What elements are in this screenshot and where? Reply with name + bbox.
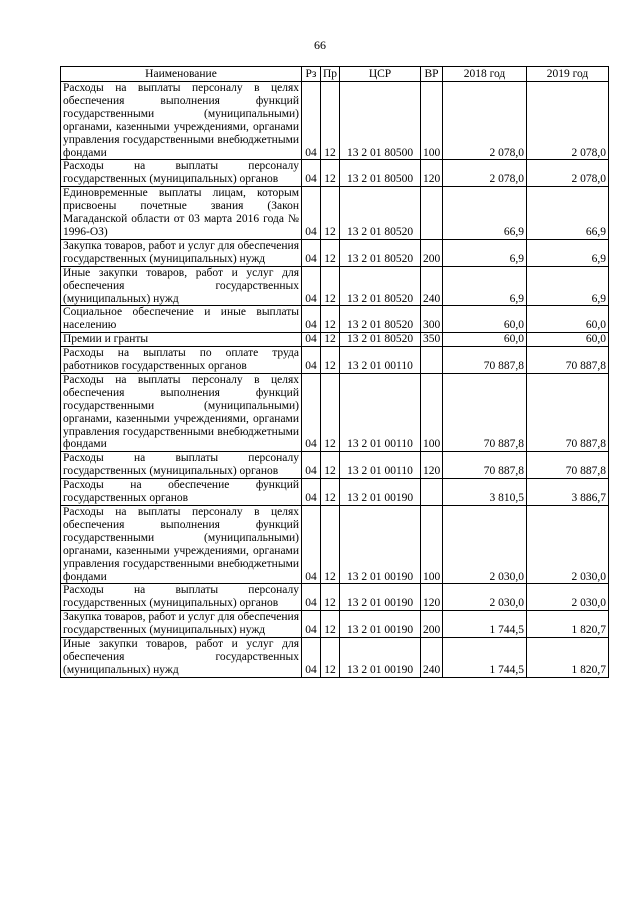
- cell-name: Расходы на выплаты персоналу государственных (муниципальных) органов: [61, 584, 302, 611]
- cell-csr: 13 2 01 80520: [340, 187, 421, 240]
- cell-csr: 13 2 01 00110: [340, 373, 421, 451]
- cell-csr: 13 2 01 80520: [340, 306, 421, 333]
- cell-vr: 350: [421, 333, 443, 347]
- cell-2019: 6,9: [527, 266, 609, 306]
- cell-pr: 12: [321, 479, 340, 506]
- table-row: [61, 306, 609, 333]
- cell-2018: 1 744,5: [443, 611, 527, 638]
- header-csr: ЦСР: [340, 67, 421, 82]
- cell-csr: 13 2 01 80520: [340, 266, 421, 306]
- cell-pr: 12: [321, 333, 340, 347]
- cell-rz: 04: [302, 82, 321, 160]
- table-row: [61, 611, 609, 638]
- cell-pr: 12: [321, 239, 340, 266]
- cell-2019: 1 820,7: [527, 638, 609, 678]
- cell-2018: 6,9: [443, 239, 527, 266]
- header-2019: 2019 год: [527, 67, 609, 82]
- table-row: [61, 638, 609, 678]
- cell-pr: 12: [321, 266, 340, 306]
- cell-csr: 13 2 01 80500: [340, 160, 421, 187]
- table-row: [61, 239, 609, 266]
- cell-vr: [421, 187, 443, 240]
- table-row: [61, 506, 609, 584]
- cell-2018: 2 078,0: [443, 82, 527, 160]
- cell-2018: 66,9: [443, 187, 527, 240]
- cell-name: Иные закупки товаров, работ и услуг для обеспечения государственных (муниципальных) нужд: [61, 266, 302, 306]
- cell-2018: 3 810,5: [443, 479, 527, 506]
- cell-rz: 04: [302, 373, 321, 451]
- cell-csr: 13 2 01 00190: [340, 611, 421, 638]
- cell-name: Премии и гранты: [61, 333, 302, 347]
- cell-pr: 12: [321, 638, 340, 678]
- cell-2018: 70 887,8: [443, 452, 527, 479]
- cell-vr: 240: [421, 266, 443, 306]
- cell-name: Расходы на выплаты персоналу государственных (муниципальных) органов: [61, 160, 302, 187]
- cell-rz: 04: [302, 187, 321, 240]
- cell-rz: 04: [302, 479, 321, 506]
- cell-rz: 04: [302, 239, 321, 266]
- table-header-row: [61, 67, 609, 82]
- cell-csr: 13 2 01 00190: [340, 506, 421, 584]
- cell-2018: 6,9: [443, 266, 527, 306]
- cell-pr: 12: [321, 160, 340, 187]
- table-row: [61, 82, 609, 160]
- cell-vr: [421, 479, 443, 506]
- cell-name: Расходы на обеспечение функций государственных органов: [61, 479, 302, 506]
- cell-vr: 240: [421, 638, 443, 678]
- cell-vr: 100: [421, 373, 443, 451]
- table-row: [61, 160, 609, 187]
- cell-csr: 13 2 01 80520: [340, 333, 421, 347]
- cell-rz: 04: [302, 638, 321, 678]
- cell-pr: 12: [321, 506, 340, 584]
- cell-pr: 12: [321, 584, 340, 611]
- cell-2019: 2 030,0: [527, 584, 609, 611]
- cell-2019: 70 887,8: [527, 373, 609, 451]
- cell-rz: 04: [302, 611, 321, 638]
- cell-pr: 12: [321, 373, 340, 451]
- cell-csr: 13 2 01 00190: [340, 638, 421, 678]
- table-row: [61, 452, 609, 479]
- table-body: [61, 82, 609, 678]
- table-row: [61, 347, 609, 374]
- cell-2019: 2 030,0: [527, 506, 609, 584]
- cell-2019: 60,0: [527, 333, 609, 347]
- header-rz: Рз: [302, 67, 321, 82]
- cell-2018: 70 887,8: [443, 373, 527, 451]
- cell-csr: 13 2 01 00190: [340, 584, 421, 611]
- cell-pr: 12: [321, 452, 340, 479]
- cell-rz: 04: [302, 306, 321, 333]
- cell-2019: 70 887,8: [527, 347, 609, 374]
- cell-name: Расходы на выплаты персоналу государственных (муниципальных) органов: [61, 452, 302, 479]
- cell-rz: 04: [302, 333, 321, 347]
- cell-2019: 2 078,0: [527, 160, 609, 187]
- cell-2018: 70 887,8: [443, 347, 527, 374]
- cell-vr: 100: [421, 82, 443, 160]
- cell-vr: 200: [421, 239, 443, 266]
- cell-csr: 13 2 01 00190: [340, 479, 421, 506]
- cell-pr: 12: [321, 82, 340, 160]
- cell-name: Расходы на выплаты персоналу в целях обеспечения выполнения функций государственными (муниципальными) органами, казенными учреждениями, органами управления государственными внебюджетными фондами: [61, 373, 302, 451]
- cell-2019: 66,9: [527, 187, 609, 240]
- cell-vr: 120: [421, 584, 443, 611]
- cell-vr: 120: [421, 452, 443, 479]
- cell-2019: 3 886,7: [527, 479, 609, 506]
- budget-table: [60, 66, 609, 678]
- cell-rz: 04: [302, 266, 321, 306]
- cell-pr: 12: [321, 611, 340, 638]
- cell-2019: 2 078,0: [527, 82, 609, 160]
- cell-csr: 13 2 01 80520: [340, 239, 421, 266]
- cell-2019: 60,0: [527, 306, 609, 333]
- cell-2018: 2 030,0: [443, 584, 527, 611]
- cell-vr: 100: [421, 506, 443, 584]
- table-row: [61, 479, 609, 506]
- cell-vr: [421, 347, 443, 374]
- header-pr: Пр: [321, 67, 340, 82]
- cell-2018: 2 078,0: [443, 160, 527, 187]
- cell-2019: 6,9: [527, 239, 609, 266]
- cell-csr: 13 2 01 80500: [340, 82, 421, 160]
- cell-2019: 1 820,7: [527, 611, 609, 638]
- cell-rz: 04: [302, 452, 321, 479]
- cell-vr: 200: [421, 611, 443, 638]
- cell-2018: 60,0: [443, 333, 527, 347]
- cell-name: Закупка товаров, работ и услуг для обеспечения государственных (муниципальных) нужд: [61, 611, 302, 638]
- cell-vr: 300: [421, 306, 443, 333]
- cell-csr: 13 2 01 00110: [340, 347, 421, 374]
- table-row: [61, 373, 609, 451]
- table-row: [61, 333, 609, 347]
- cell-pr: 12: [321, 306, 340, 333]
- table-row: [61, 584, 609, 611]
- cell-2019: 70 887,8: [527, 452, 609, 479]
- header-2018: 2018 год: [443, 67, 527, 82]
- header-name: Наименование: [61, 67, 302, 82]
- cell-csr: 13 2 01 00110: [340, 452, 421, 479]
- cell-pr: 12: [321, 347, 340, 374]
- cell-name: Расходы на выплаты персоналу в целях обеспечения выполнения функций государственными (муниципальными) органами, казенными учреждениями, органами управления государственными внебюджетными фондами: [61, 506, 302, 584]
- cell-pr: 12: [321, 187, 340, 240]
- cell-rz: 04: [302, 347, 321, 374]
- table-row: [61, 266, 609, 306]
- cell-2018: 2 030,0: [443, 506, 527, 584]
- header-vr: ВР: [421, 67, 443, 82]
- cell-name: Закупка товаров, работ и услуг для обеспечения государственных (муниципальных) нужд: [61, 239, 302, 266]
- table-row: [61, 187, 609, 240]
- cell-rz: 04: [302, 584, 321, 611]
- cell-name: Расходы на выплаты персоналу в целях обеспечения выполнения функций государственными (муниципальными) органами, казенными учреждениями, органами управления государственными внебюджетными фондами: [61, 82, 302, 160]
- cell-name: Иные закупки товаров, работ и услуг для обеспечения государственных (муниципальных) нужд: [61, 638, 302, 678]
- cell-rz: 04: [302, 506, 321, 584]
- cell-vr: 120: [421, 160, 443, 187]
- cell-name: Социальное обеспечение и иные выплаты населению: [61, 306, 302, 333]
- cell-name: Единовременные выплаты лицам, которым присвоены почетные звания (Закон Магаданской области от 03 марта 2016 года № 1996-ОЗ): [61, 187, 302, 240]
- cell-2018: 1 744,5: [443, 638, 527, 678]
- cell-2018: 60,0: [443, 306, 527, 333]
- cell-rz: 04: [302, 160, 321, 187]
- cell-name: Расходы на выплаты по оплате труда работников государственных органов: [61, 347, 302, 374]
- page-number: 66: [314, 38, 326, 52]
